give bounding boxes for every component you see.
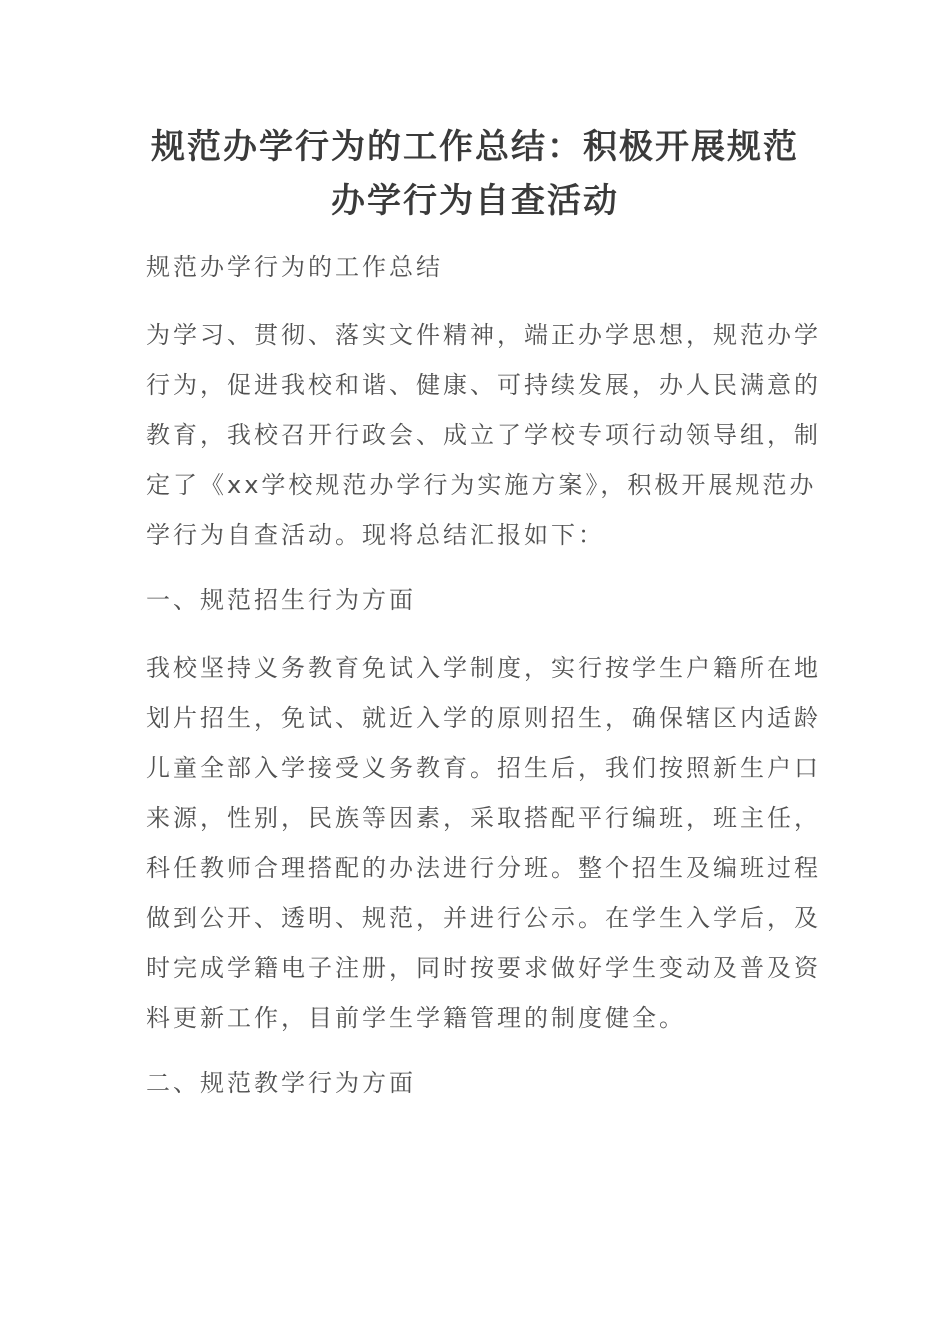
paragraph-line: 划片招生，免试、就近入学的原则招生，确保辖区内适龄 xyxy=(146,704,821,732)
paragraph-line: 为学习、贯彻、落实文件精神，端正办学思想，规范办学 xyxy=(146,321,821,349)
paragraph-line: 行为，促进我校和谐、健康、可持续发展，办人民满意的 xyxy=(146,371,821,399)
title-line: 规范办学行为的工作总结：积极开展规范 xyxy=(151,127,799,167)
paragraph-line: 教育，我校召开行政会、成立了学校专项行动领导组，制 xyxy=(146,421,821,449)
document-subtitle: 规范办学行为的工作总结 xyxy=(146,253,443,281)
intro-paragraph xyxy=(146,310,821,560)
section-heading: 二、规范教学行为方面 xyxy=(146,1069,416,1097)
title-line: 办学行为自查活动 xyxy=(331,181,619,221)
paragraph-line: 学行为自查活动。现将总结汇报如下： xyxy=(146,521,605,549)
document-title xyxy=(140,120,810,228)
paragraph-line: 时完成学籍电子注册，同时按要求做好学生变动及普及资 xyxy=(146,954,821,982)
section-paragraph xyxy=(146,643,821,1043)
paragraph-line: 儿童全部入学接受义务教育。招生后，我们按照新生户口 xyxy=(146,754,821,782)
paragraph-line: 来源，性别，民族等因素，采取搭配平行编班，班主任， xyxy=(146,804,821,832)
section-heading: 一、规范招生行为方面 xyxy=(146,586,416,614)
paragraph-line: 科任教师合理搭配的办法进行分班。整个招生及编班过程 xyxy=(146,854,821,882)
paragraph-line: 我校坚持义务教育免试入学制度，实行按学生户籍所在地 xyxy=(146,654,821,682)
paragraph-line: 做到公开、透明、规范，并进行公示。在学生入学后，及 xyxy=(146,904,821,932)
paragraph-line: 定了《xx学校规范办学行为实施方案》，积极开展规范办 xyxy=(146,471,817,499)
paragraph-line: 料更新工作，目前学生学籍管理的制度健全。 xyxy=(146,1004,686,1032)
